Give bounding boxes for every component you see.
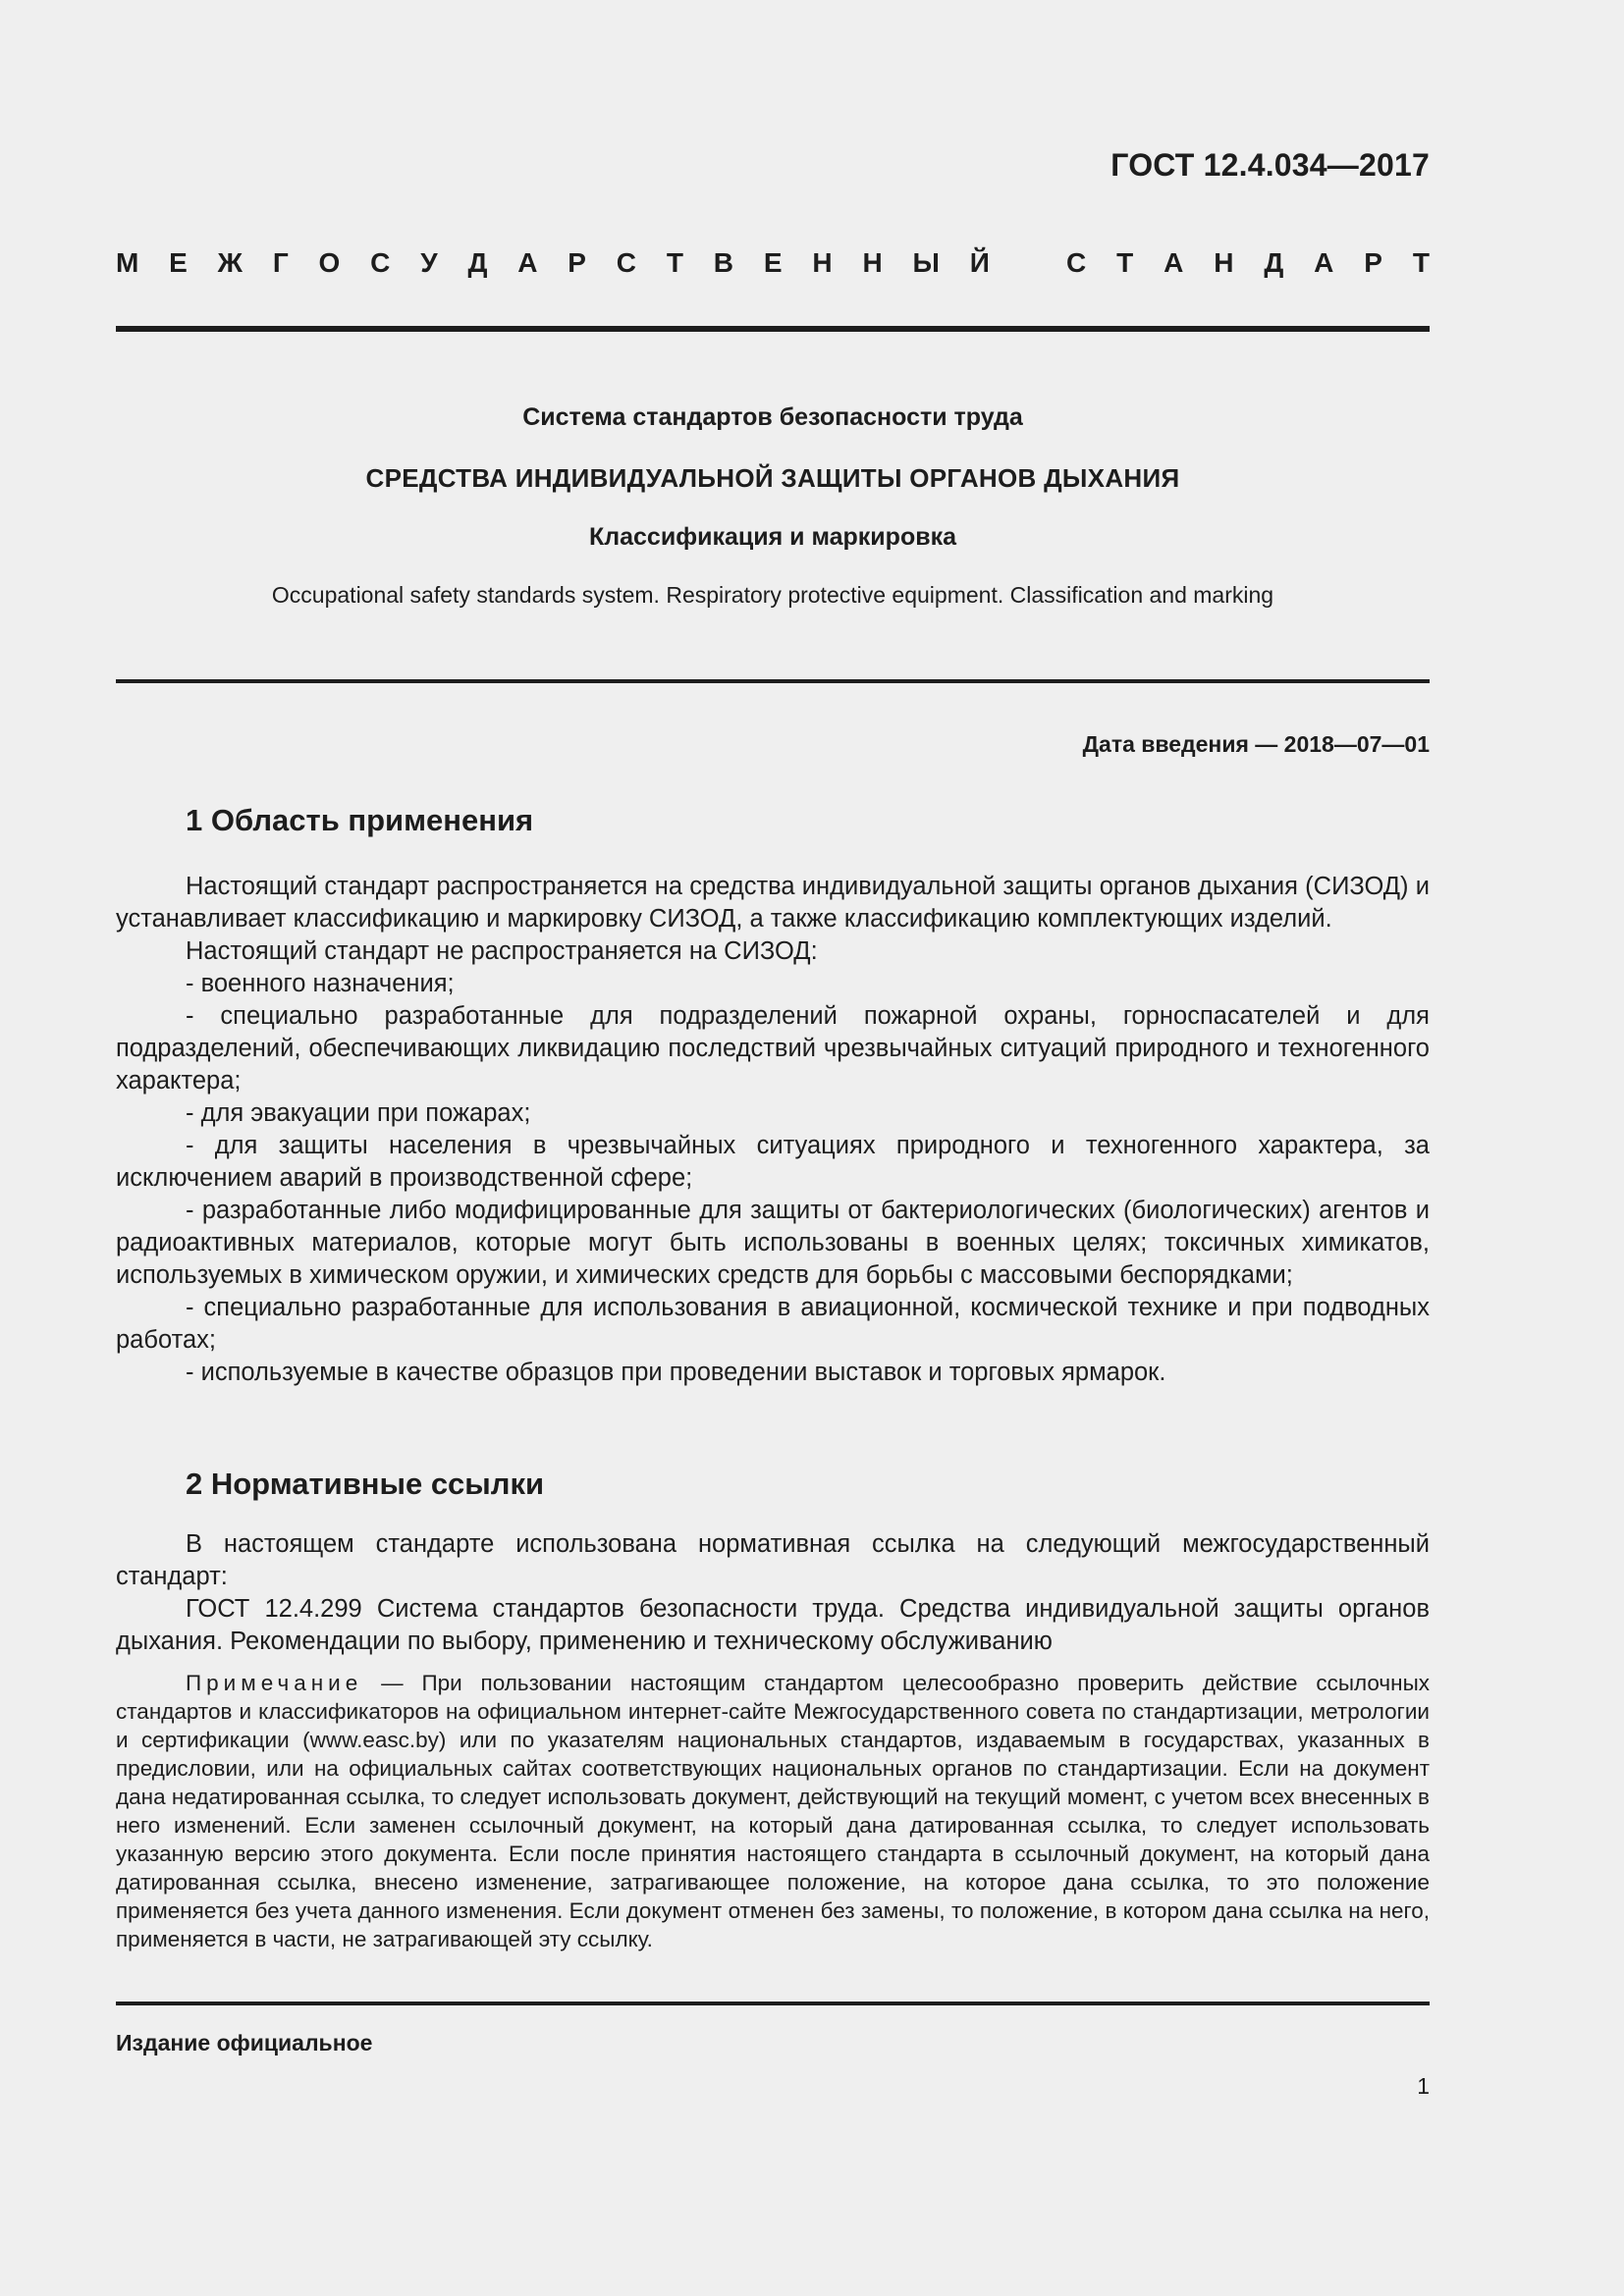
letter: А <box>1314 247 1334 278</box>
letter: А <box>517 247 538 278</box>
standard-word <box>1066 247 1430 279</box>
footer-divider <box>116 2002 1430 2005</box>
letter: А <box>1164 247 1184 278</box>
letter: Т <box>1116 247 1134 278</box>
list-item: - для эвакуации при пожарах; <box>186 1099 531 1127</box>
interstate-standard-label <box>116 247 1430 279</box>
section-1-heading: 1 Область применения <box>186 803 534 837</box>
letter: Н <box>862 247 883 278</box>
letter: У <box>420 247 438 278</box>
list-item: - для защиты населения в чрезвычайных ситуациях природного и техногенного характера, за исключением аварий в производственной сфере; <box>116 1132 1430 1192</box>
header-divider <box>116 326 1430 332</box>
list-item: - используемые в качестве образцов при проведении выставок и торговых ярмарок. <box>186 1359 1166 1386</box>
letter: Й <box>969 247 990 278</box>
letter: Ы <box>912 247 940 278</box>
letter: С <box>1066 247 1087 278</box>
list-item: - специально разработанные для использования в авиационной, космической технике и при подводных работах; <box>116 1294 1430 1354</box>
letter: Г <box>272 247 289 278</box>
letter: Н <box>812 247 833 278</box>
letter: С <box>616 247 637 278</box>
letter: О <box>318 247 341 278</box>
note <box>116 1669 1430 1953</box>
section-2-body <box>116 1528 1430 1658</box>
list-item: - специально разработанные для подразделений пожарной охраны, горноспасателей и для подразделений, обеспечивающих ликвидацию последствий чрезвычайных ситуаций природного и техногенного характера; <box>116 1002 1430 1095</box>
paragraph: Настоящий стандарт не распространяется на СИЗОД: <box>186 937 818 965</box>
letter: Д <box>467 247 488 278</box>
note-label: Примечание <box>186 1671 363 1695</box>
letter: Е <box>169 247 188 278</box>
letter: Т <box>1412 247 1430 278</box>
letter: Н <box>1214 247 1234 278</box>
letter: Т <box>666 247 683 278</box>
introduction-date: Дата введения — 2018—07—01 <box>1082 731 1430 757</box>
paragraph: В настоящем стандарте использована нормативная ссылка на следующий межгосударственный стандарт: <box>116 1530 1430 1590</box>
page-number: 1 <box>1417 2073 1430 2099</box>
official-edition-label: Издание официальное <box>116 2030 373 2056</box>
paragraph: Настоящий стандарт распространяется на средства индивидуальной защиты органов дыхания (СИЗОД) и устанавливает классификацию и маркировку СИЗОД, а также классификацию комплектующих изделий. <box>116 873 1430 933</box>
document-page <box>116 0 1430 2296</box>
letter: В <box>713 247 734 278</box>
letter: Д <box>1264 247 1284 278</box>
letter: Е <box>763 247 783 278</box>
note-text: — При пользовании настоящим стандартом целесообразно проверить действие ссылочных стандартов и классификаторов на официальном интернет-сайте Межгосударственного совета по стандартизации, метрологии и сертификации (www.easc.by) или по указателям национальных стандартов, издаваемым в государствах, указанных в предисловии, или на официальных сайтах соответствующих национальных органов по стандартизации. Если на документ дана недатированная ссылка, то следует использовать документ, действующий на текущий момент, с учетом всех внесенных в него изменений. Если заменен ссылочный документ, на который дана датированная ссылка, то следует использовать указанную версию этого документа. Если после принятия настоящего стандарта в ссылочный документ, на который дана датированная ссылка, внесено изменение, затрагивающее положение, на которое дана ссылка, то это положение применяется без учета данного изменения. Если документ отменен без замены, то положение, в котором дана ссылка на него, применяется в части, не затрагивающей эту ссылку. <box>116 1671 1430 1951</box>
list-item: - военного назначения; <box>186 970 455 997</box>
interstate-word <box>116 247 990 279</box>
section-1-body <box>116 871 1430 1389</box>
letter: М <box>116 247 139 278</box>
letter: С <box>370 247 391 278</box>
list-item: - разработанные либо модифицированные для защиты от бактериологических (биологических) агентов и радиоактивных материалов, которые могут быть использованы в военных целях; токсичных химикатов, используемых в химическом оружии, и химических средств для борьбы с массовыми беспорядками; <box>116 1197 1430 1289</box>
section-2-heading: 2 Нормативные ссылки <box>186 1467 545 1501</box>
letter: Р <box>1364 247 1382 278</box>
title-divider <box>116 679 1430 683</box>
document-number: ГОСТ 12.4.034—2017 <box>1110 147 1430 183</box>
letter: Р <box>568 247 586 278</box>
document-title: СРЕДСТВА ИНДИВИДУАЛЬНОЙ ЗАЩИТЫ ОРГАНОВ ДЫХАНИЯ <box>365 463 1180 493</box>
english-title: Occupational safety standards system. Respiratory protective equipment. Classification and marking <box>271 582 1274 608</box>
document-subtitle: Классификация и маркировка <box>588 523 956 551</box>
letter: Ж <box>217 247 243 278</box>
paragraph: ГОСТ 12.4.299 Система стандартов безопасности труда. Средства индивидуальной защиты органов дыхания. Рекомендации по выбору, применению и техническому обслуживанию <box>116 1595 1430 1655</box>
standards-series-title: Система стандартов безопасности труда <box>522 403 1023 431</box>
